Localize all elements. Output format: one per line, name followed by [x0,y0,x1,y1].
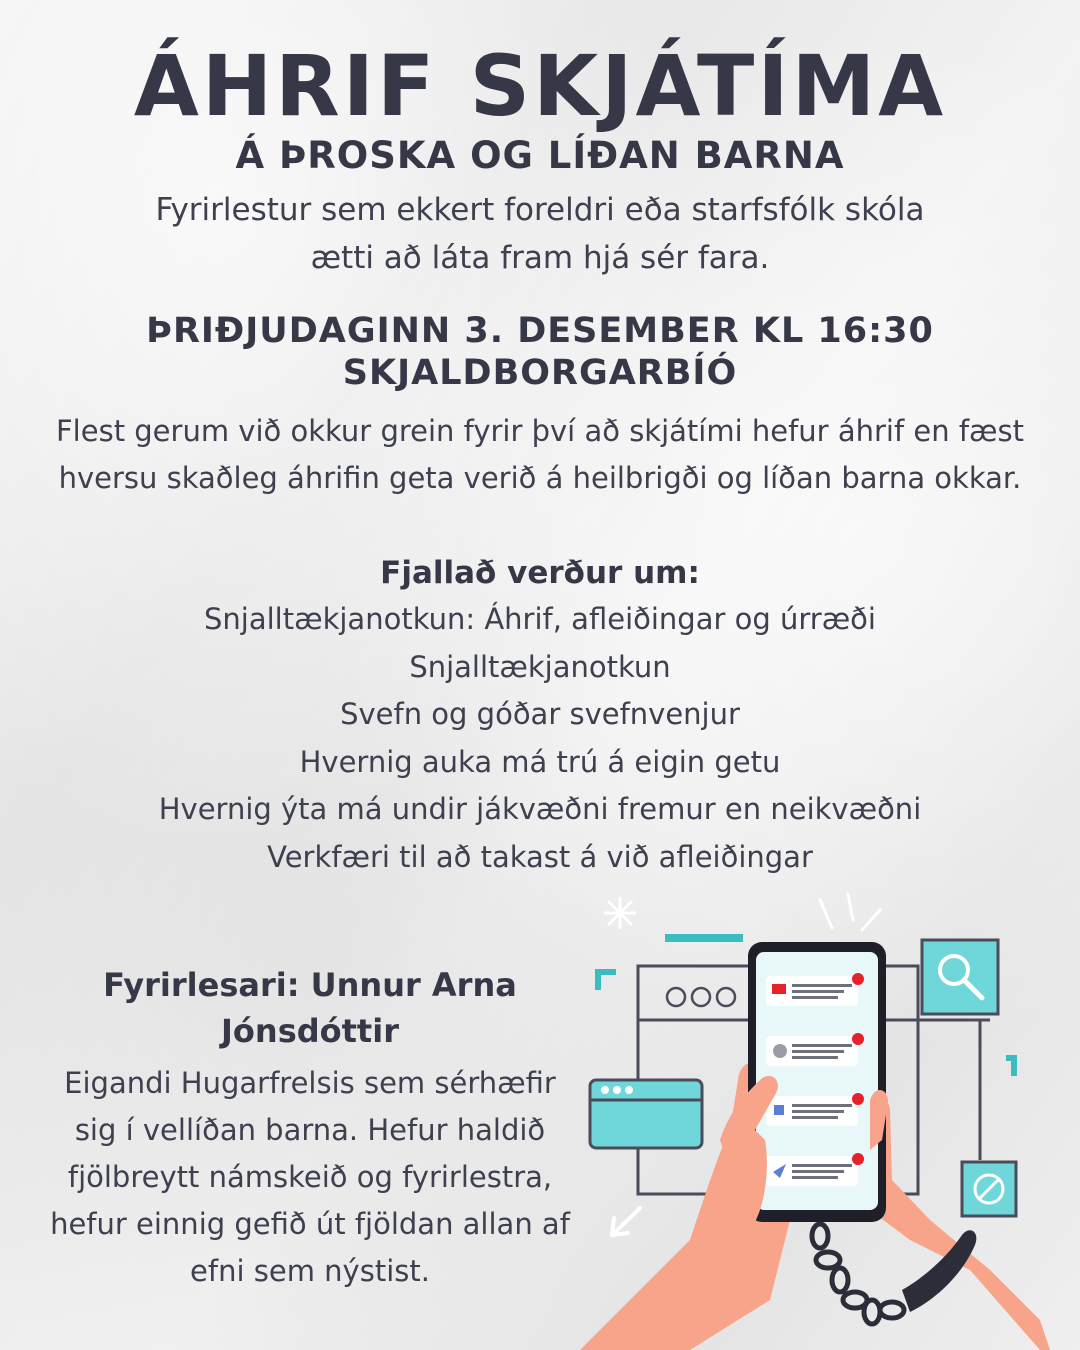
topic-item: Hvernig auka má trú á eigin getu [299,744,781,779]
intro-line-2: ætti að láta fram hjá sér fara. [310,240,770,276]
bio-line: sig í vellíðan barna. Hefur haldið [74,1113,546,1147]
dots-icon [667,988,735,1006]
sparkle-icon [605,898,635,928]
blocked-icon [962,1162,1016,1216]
topic-item: Snjalltækjanotkun [409,649,671,684]
topic-item: Svefn og góðar svefnvenjur [340,697,740,731]
lecturer-bio [30,1060,590,1295]
browser-window-icon [590,1080,702,1148]
topics-heading: Fjallað verður um: [380,555,700,591]
intro-text [0,186,1080,282]
bio-line: Eigandi Hugarfrelsis sem sérhæfir [64,1066,556,1100]
lecturer-name-line-1: Fyrirlesari: Unnur Arna [103,966,517,1004]
topic-item: Verkfæri til að takast á við afleiðingar [267,839,813,874]
lecturer-name [40,962,580,1054]
description-line-1: Flest gerum við okkur grein fyrir því að skjátími hefur áhrif en fæst [56,414,1024,448]
lecturer-name-line-2: Jónsdóttir [221,1012,399,1050]
description-line-2: hversu skaðleg áhrifin geta verið á heilbrigði og líðan barna okkar. [58,461,1022,495]
event-venue: SKJALDBORGARBÍÓ [342,353,738,393]
cursor-icon [612,1208,640,1235]
magnifier-icon [922,940,998,1014]
description [0,408,1080,502]
event-info [0,310,1080,394]
bio-line: efni sem nýstist. [190,1254,430,1288]
page-subtitle: Á ÞROSKA OG LÍÐAN BARNA [235,134,845,177]
topic-item: Hvernig ýta má undir jákvæðni fremur en neikvæðni [158,792,922,826]
chain-icon [812,1224,904,1324]
phone-in-hands-chained-icon [570,880,1050,1350]
intro-line-1: Fyrirlestur sem ekkert foreldri eða starfsfólk skóla [155,192,925,228]
bio-line: hefur einnig gefið út fjöldan allan af [50,1207,570,1241]
bio-line: fjölbreytt námskeið og fyrirlestra, [67,1160,553,1194]
page-title: ÁHRIF SKJÁTÍMA [133,37,947,135]
event-date: ÞRIÐJUDAGINN 3. DESEMBER KL 16:30 [146,311,934,351]
topics-list [0,596,1080,881]
topic-item: Snjalltækjanotkun: Áhrif, afleiðingar og úrræði [204,602,876,636]
